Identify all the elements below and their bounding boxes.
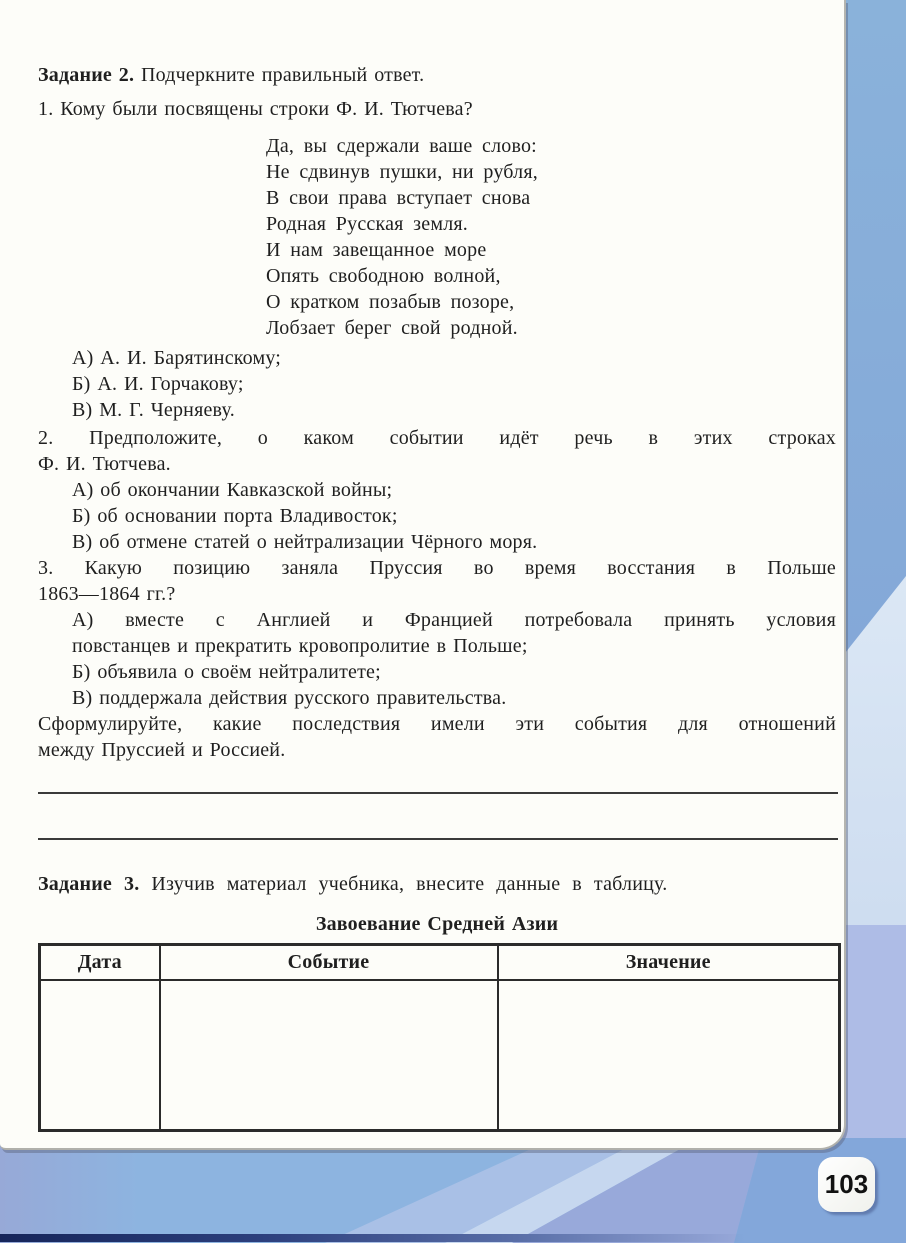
question-2-options bbox=[38, 477, 836, 555]
page-number: 103 bbox=[824, 1169, 869, 1199]
question-3-options bbox=[38, 607, 836, 711]
page-number-badge bbox=[818, 1157, 875, 1212]
background-shape-right-steel bbox=[838, 0, 906, 662]
table-header-event: Событие bbox=[160, 945, 498, 981]
background-bottom-band bbox=[0, 1138, 906, 1243]
followup-prompt bbox=[38, 711, 836, 763]
background-navy-strip bbox=[0, 1234, 745, 1242]
poem-line: Да, вы сдержали ваше слово: bbox=[266, 135, 537, 157]
poem-line: Родная Русская земля. bbox=[266, 213, 468, 235]
question-1: 1. Кому были посвящены строки Ф. И. Тютчева? bbox=[38, 98, 473, 120]
option-b: Б) об основании порта Владивосток; bbox=[72, 505, 398, 527]
option-a-line: А) вместе с Англией и Францией потребовала принять условия bbox=[72, 609, 836, 631]
followup-line: между Пруссией и Россией. bbox=[38, 739, 286, 761]
table-header-row bbox=[40, 945, 840, 981]
poem-line: Опять свободною волной, bbox=[266, 265, 501, 287]
question-3-line: 1863—1864 гг.? bbox=[38, 583, 176, 605]
background-shape-right-periwinkle bbox=[838, 925, 906, 1150]
question-2-line: Ф. И. Тютчева. bbox=[38, 453, 171, 475]
followup-line: Сформулируйте, какие последствия имели эти события для отношений bbox=[38, 713, 836, 735]
answer-line-1 bbox=[38, 792, 838, 794]
table-header-date: Дата bbox=[40, 945, 160, 981]
task2-label: Задание 2. bbox=[38, 64, 135, 86]
conquest-table bbox=[38, 943, 841, 1132]
question-3 bbox=[38, 555, 836, 607]
table-cell-event bbox=[160, 980, 498, 1131]
option-v: В) М. Г. Черняеву. bbox=[72, 399, 235, 421]
question-3-line: 3. Какую позицию заняла Пруссия во время восстания в Польше bbox=[38, 557, 836, 579]
poem-line: В свои права вступает снова bbox=[266, 187, 531, 209]
question-2-line: 2. Предположите, о каком событии идёт речь в этих строках bbox=[38, 427, 836, 449]
option-v: В) поддержала действия русского правительства. bbox=[72, 687, 507, 709]
poem-line: О кратком позабыв позоре, bbox=[266, 291, 515, 313]
option-a: А) об окончании Кавказской войны; bbox=[72, 479, 393, 501]
option-b: Б) А. И. Горчакову; bbox=[72, 373, 244, 395]
table-row bbox=[40, 980, 840, 1131]
task3-header bbox=[38, 871, 836, 897]
poem-line: И нам завещанное море bbox=[266, 239, 487, 261]
background-shape-bottom-left bbox=[0, 1138, 140, 1243]
option-a: А) А. И. Барятинскому; bbox=[72, 347, 282, 369]
task2-header bbox=[38, 62, 836, 88]
question-1-options bbox=[38, 345, 836, 423]
option-b: Б) объявила о своём нейтралитете; bbox=[72, 661, 381, 683]
table-header-value: Значение bbox=[498, 945, 840, 981]
poem-line: Лобзает берег свой родной. bbox=[266, 317, 518, 339]
table-cell-value bbox=[498, 980, 840, 1131]
question-2 bbox=[38, 425, 836, 477]
option-a-line: повстанцев и прекратить кровопролитие в Польше; bbox=[72, 635, 528, 657]
poem-quote bbox=[266, 133, 836, 341]
table-title: Завоевание Средней Азии bbox=[315, 913, 559, 935]
option-a bbox=[72, 607, 836, 659]
table-cell-date bbox=[40, 980, 160, 1131]
task3-instruction: Изучив материал учебника, внесите данные в таблицу. bbox=[139, 873, 668, 895]
task2-instruction: Подчеркните правильный ответ. bbox=[134, 64, 425, 86]
answer-line-2 bbox=[38, 838, 838, 840]
option-v: В) об отмене статей о нейтрализации Чёрного моря. bbox=[72, 531, 538, 553]
task3-label: Задание 3. bbox=[38, 873, 140, 895]
poem-line: Не сдвинув пушки, ни рубля, bbox=[266, 161, 538, 183]
